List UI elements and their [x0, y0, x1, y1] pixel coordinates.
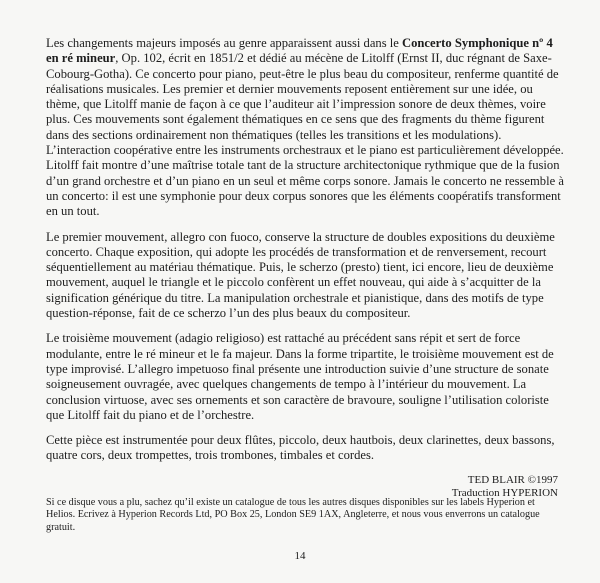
author-credit: TED BLAIR ©1997: [467, 473, 558, 486]
work-title: Concerto Symphonique nº 4 en ré mineur: [46, 36, 553, 66]
paragraph-concerto-intro: [46, 36, 566, 220]
paragraph-third-movement: Le troisième mouvement (adagio religioso) est rattaché au précédent sans répit et sert de force modulante, entre le ré mineur et le fa majeur. Dans la forme tripartite, le troisième mouvement est de type improvisé. L’allegro impetuoso final présente une introduction suivie d’une structure de sonate soigneusement ouvragée, avec quelques changements de tempo à l’intérieur du mouvement. La conclusion virtuose, avec ses ornements et son caractère de bravoure, souligne l’utilisation coloriste que Litolff fait du piano et de l’orchestre.: [46, 331, 554, 422]
page-number: 14: [294, 550, 306, 562]
paragraph-instrumentation: Cette pièce est instrumentée pour deux flûtes, piccolo, deux hautbois, deux clarinettes, deux bassons, quatre cors, deux trompettes, trois trombones, timbales et cordes.: [46, 433, 555, 463]
paragraph-1-body: , Op. 102, écrit en 1851/2 et dédié au mécène de Litolff (Ernst II, duc régnant de Saxe-Cobourg-Gotha). Ce concerto pour piano, peut-être le plus beau du compositeur, renferme quantité de réalisations musicales. Les premier et dernier mouvements reposent entièrement sur une idée, ou thème, que Litolff manie de façon à ce que l’auditeur ait l’impression sonore de deux thèmes, voire plus. Ces mouvements sont également thématiques en ce sens que des fragments du thème figurent dans des sections ordinairement non thématiques (telles les transitions et les modulations). L’interaction coopérative entre les instruments orchestraux et le piano est particulièrement développée. Litolff fait montre d’une maîtrise totale tant de la structure architectonique rythmique que de la fusion d’un grand orchestre et d’un piano en un seul et même corps sonore. Jamais le concerto ne ressemble à un concerto: il est une symphonie pour deux corpus sonores que les éléments coopératifs transforment en un tout.: [46, 51, 564, 219]
credits: [46, 474, 558, 500]
translation-credit: Traduction HYPERION: [451, 486, 558, 499]
paragraph-1-lead: Les changements majeurs imposés au genre apparaissent aussi dans le: [46, 36, 403, 50]
main-text: [46, 36, 566, 500]
catalogue-notice: Si ce disque vous a plu, sachez qu’il existe un catalogue de tous les autres disques disponibles sur les labels Hyperion et Helios. Ecrivez à Hyperion Records Ltd, PO Box 25, London SE9 1AX, Angleterre, et nous vous enverrons un catalogue gratuit.: [46, 497, 540, 533]
paragraph-first-movement: Le premier mouvement, allegro con fuoco, conserve la structure de doubles expositions du deuxième concerto. Chaque exposition, qui adopte les procédés de transformation et de renversement, recourt séquentiellement au matériau thématique. Puis, le scherzo (presto) tient, ici encore, lieu de deuxième mouvement, auquel le triangle et le piccolo confèrent un effet nouveau, qui aide à s’acquitter de la signification générique du titre. La manipulation orchestrale et pianistique, dans des motifs de type question-réponse, fait de ce scherzo l’un des plus beaux du compositeur.: [46, 229, 555, 321]
